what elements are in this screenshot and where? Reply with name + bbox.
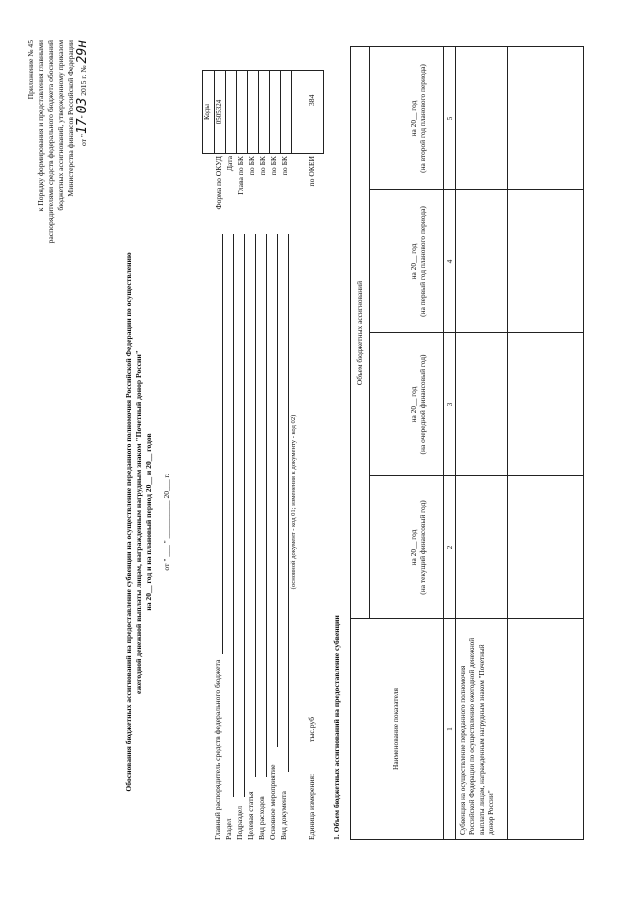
field-main-event: Основное мероприятие (268, 764, 277, 840)
field-line-target-article (255, 234, 256, 777)
col-header-current-year: на 20__ год (на текущий финансовый год) (409, 500, 428, 595)
code-label-bk1: по БК (247, 156, 256, 176)
header-line-3: бюджетных ассигнований, утвержденному приказом (56, 40, 65, 211)
col-header-plan-year-2: на 20__ год (на второй год планового периода) (409, 64, 428, 173)
field-line-chief-manager (222, 234, 223, 654)
field-line-expense-type (266, 234, 267, 777)
col-number-1: 1 (445, 727, 454, 731)
title-date-line: от " ___ " __________ 20___ г. (162, 473, 171, 571)
field-line-section (233, 234, 234, 797)
code-label-bk4: по БК (280, 156, 289, 176)
codes-box (202, 70, 324, 154)
okei-label: по ОКЕИ (307, 156, 316, 187)
order-date: от "17" 03 2015 г. № 29н (75, 40, 90, 147)
header-line-1: к Порядку формирования и представления главными (36, 40, 45, 212)
field-target-article: Целевая статья (246, 791, 255, 840)
codes-header: Коды (203, 104, 211, 120)
title-line-2: ежегодной денежной выплаты лицам, награжденным нагрудным знаком "Почетный донор России" (134, 350, 143, 694)
header-line-4: Министерства финансов Российской Федерации (66, 40, 75, 197)
field-line-main-event (277, 234, 278, 747)
document-sheet (20, 22, 620, 892)
code-cell-extra (291, 71, 323, 153)
title-line-1: Обоснования бюджетных ассигнований на предоставление субвенции на осуществление переданного полномочия Российской Федерации по осуществлению (124, 252, 133, 792)
field-line-subsection (244, 234, 245, 797)
field-doc-type: Вид документа (279, 791, 288, 840)
field-chief-manager: Главный распорядитель средств федерального бюджета (213, 659, 222, 840)
allocation-table (350, 46, 584, 840)
col-number-5: 5 (445, 116, 454, 121)
doc-type-hint: (основной документ - код 01; изменения к документу - код 02) (290, 414, 297, 590)
table-row-subvention: Субвенция на осуществление переданного полномочия Российской Федерации по осуществлению ежегодной денежной выплаты лицам, награжденным нагрудным знаком "Почетный донор России" (459, 637, 496, 835)
order-day: 17 (75, 118, 90, 135)
order-month: 03 (75, 97, 90, 114)
col-header-group: Объем бюджетных ассигнований (355, 280, 364, 386)
unit-label: Единица измерения: (307, 773, 316, 840)
code-label-date: Дата (225, 156, 234, 172)
col-number-4: 4 (445, 259, 454, 264)
header-line-2: распорядителями средств федерального бюджета обоснований (46, 40, 55, 244)
okud-code: 0505324 (214, 71, 226, 153)
title-line-3: на 20__ год и на плановый период 20__ и 20__ годов (144, 433, 153, 611)
code-label-bk2: по БК (258, 156, 267, 176)
field-section: Раздел (224, 818, 233, 840)
col-header-name: Наименование показателя (391, 688, 400, 770)
col-header-plan-year-1: на 20__ год (на первый год планового периода) (409, 206, 428, 317)
code-label-bk3: по БК (269, 156, 278, 176)
code-label-okud: Форма по ОКУД (214, 156, 223, 210)
field-line-doc-type (288, 234, 289, 772)
col-number-3: 3 (445, 402, 454, 407)
section-1-heading: 1. Объем бюджетных ассигнований на предоставление субвенции (332, 615, 341, 840)
code-label-glava: Глава по БК (236, 156, 245, 195)
col-header-next-year: на 20__ год (на очередной финансовый год) (409, 354, 428, 455)
okei-code: 384 (307, 94, 316, 106)
field-expense-type: Вид расходов (257, 796, 266, 840)
field-subsection: Подраздел (235, 806, 244, 840)
appendix-number: Приложение № 45 (26, 40, 35, 100)
unit-value: тыс.руб (307, 717, 316, 742)
col-number-2: 2 (445, 545, 454, 550)
order-number: 29н (75, 40, 90, 64)
